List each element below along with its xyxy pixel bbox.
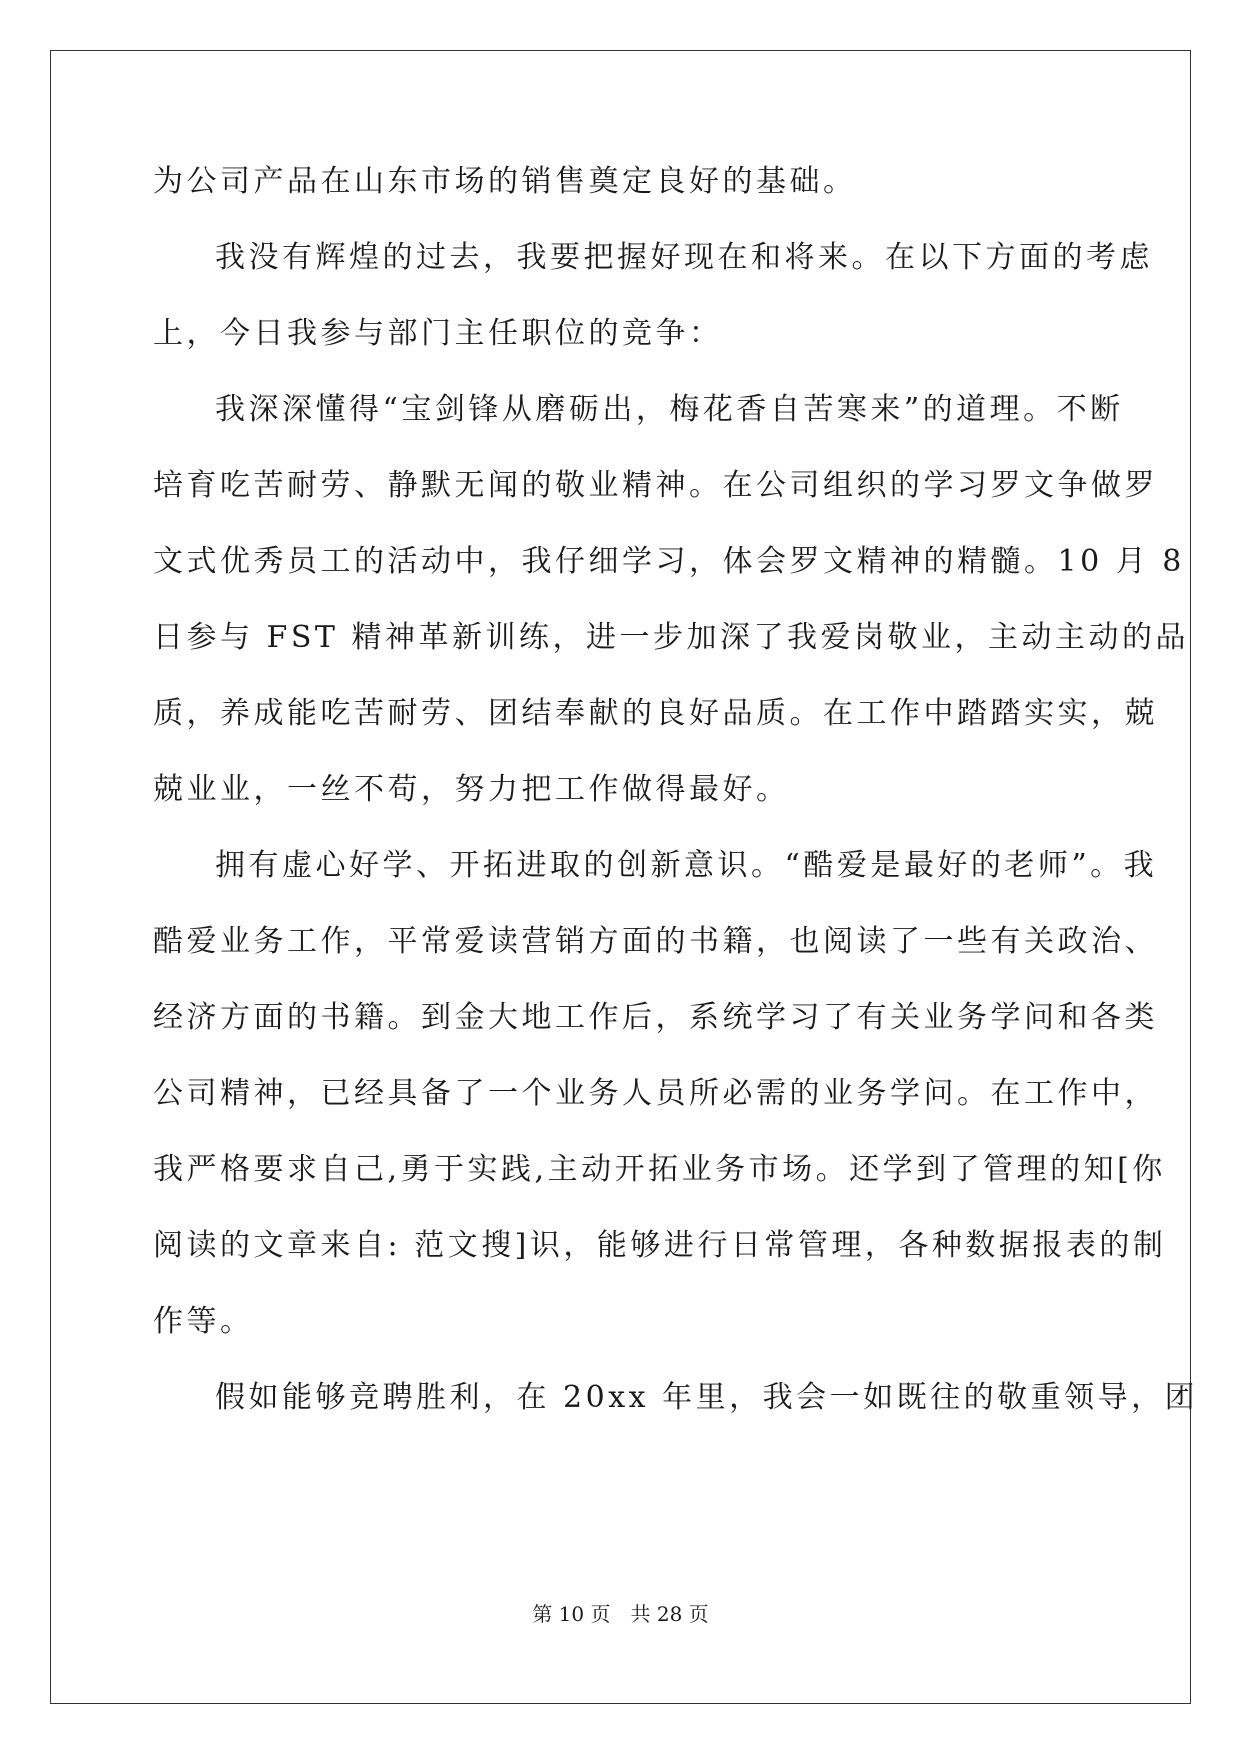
text-line: 作等。 [153,1304,254,1339]
text-line: 我严格要求自己,勇于实践,主动开拓业务市场。还学到了管理的知[你 [153,1152,1166,1187]
text-line: 我没有辉煌的过去，我要把握好现在和将来。在以下方面的考虑 [215,240,1153,275]
text-line: 经济方面的书籍。到金大地工作后，系统学习了有关业务学问和各类 [153,1000,1158,1035]
text-line: 为公司产品在山东市场的销售奠定良好的基础。 [153,164,857,199]
text-line: 兢业业，一丝不苟，努力把工作做得最好。 [153,772,790,807]
text-line: 上，今日我参与部门主任职位的竞争： [153,316,723,351]
text-line: 公司精神，已经具备了一个业务人员所必需的业务学问。在工作中， [153,1076,1158,1111]
text-line: 阅读的文章来自: 范文搜]识，能够进行日常管理，各种数据报表的制 [153,1228,1167,1263]
text-line: 假如能够竞聘胜利，在 20xx 年里，我会一如既往的敬重领导，团 [215,1380,1199,1415]
text-line: 日参与 FST 精神革新训练，进一步加深了我爱岗敬业，主动主动的品 [153,620,1189,655]
text-line: 文式优秀员工的活动中，我仔细学习，体会罗文精神的精髓。10 月 8 [153,544,1185,579]
text-line: 质，养成能吃苦耐劳、团结奉献的良好品质。在工作中踏踏实实，兢 [153,696,1158,731]
page-number-label: 第 10 页 共 28 页 [532,1602,709,1626]
document-body [153,162,1199,1454]
text-line: 我深深懂得“宝剑锋从磨砺出，梅花香自苦寒来”的道理。不断 [215,392,1124,427]
text-line: 拥有虚心好学、开拓进取的创新意识。“酷爱是最好的老师”。我 [215,848,1158,883]
text-line: 酷爱业务工作，平常爱读营销方面的书籍，也阅读了一些有关政治、 [153,924,1158,959]
page-footer [0,1602,1241,1626]
text-line: 培育吃苦耐劳、静默无闻的敬业精神。在公司组织的学习罗文争做罗 [153,468,1158,503]
